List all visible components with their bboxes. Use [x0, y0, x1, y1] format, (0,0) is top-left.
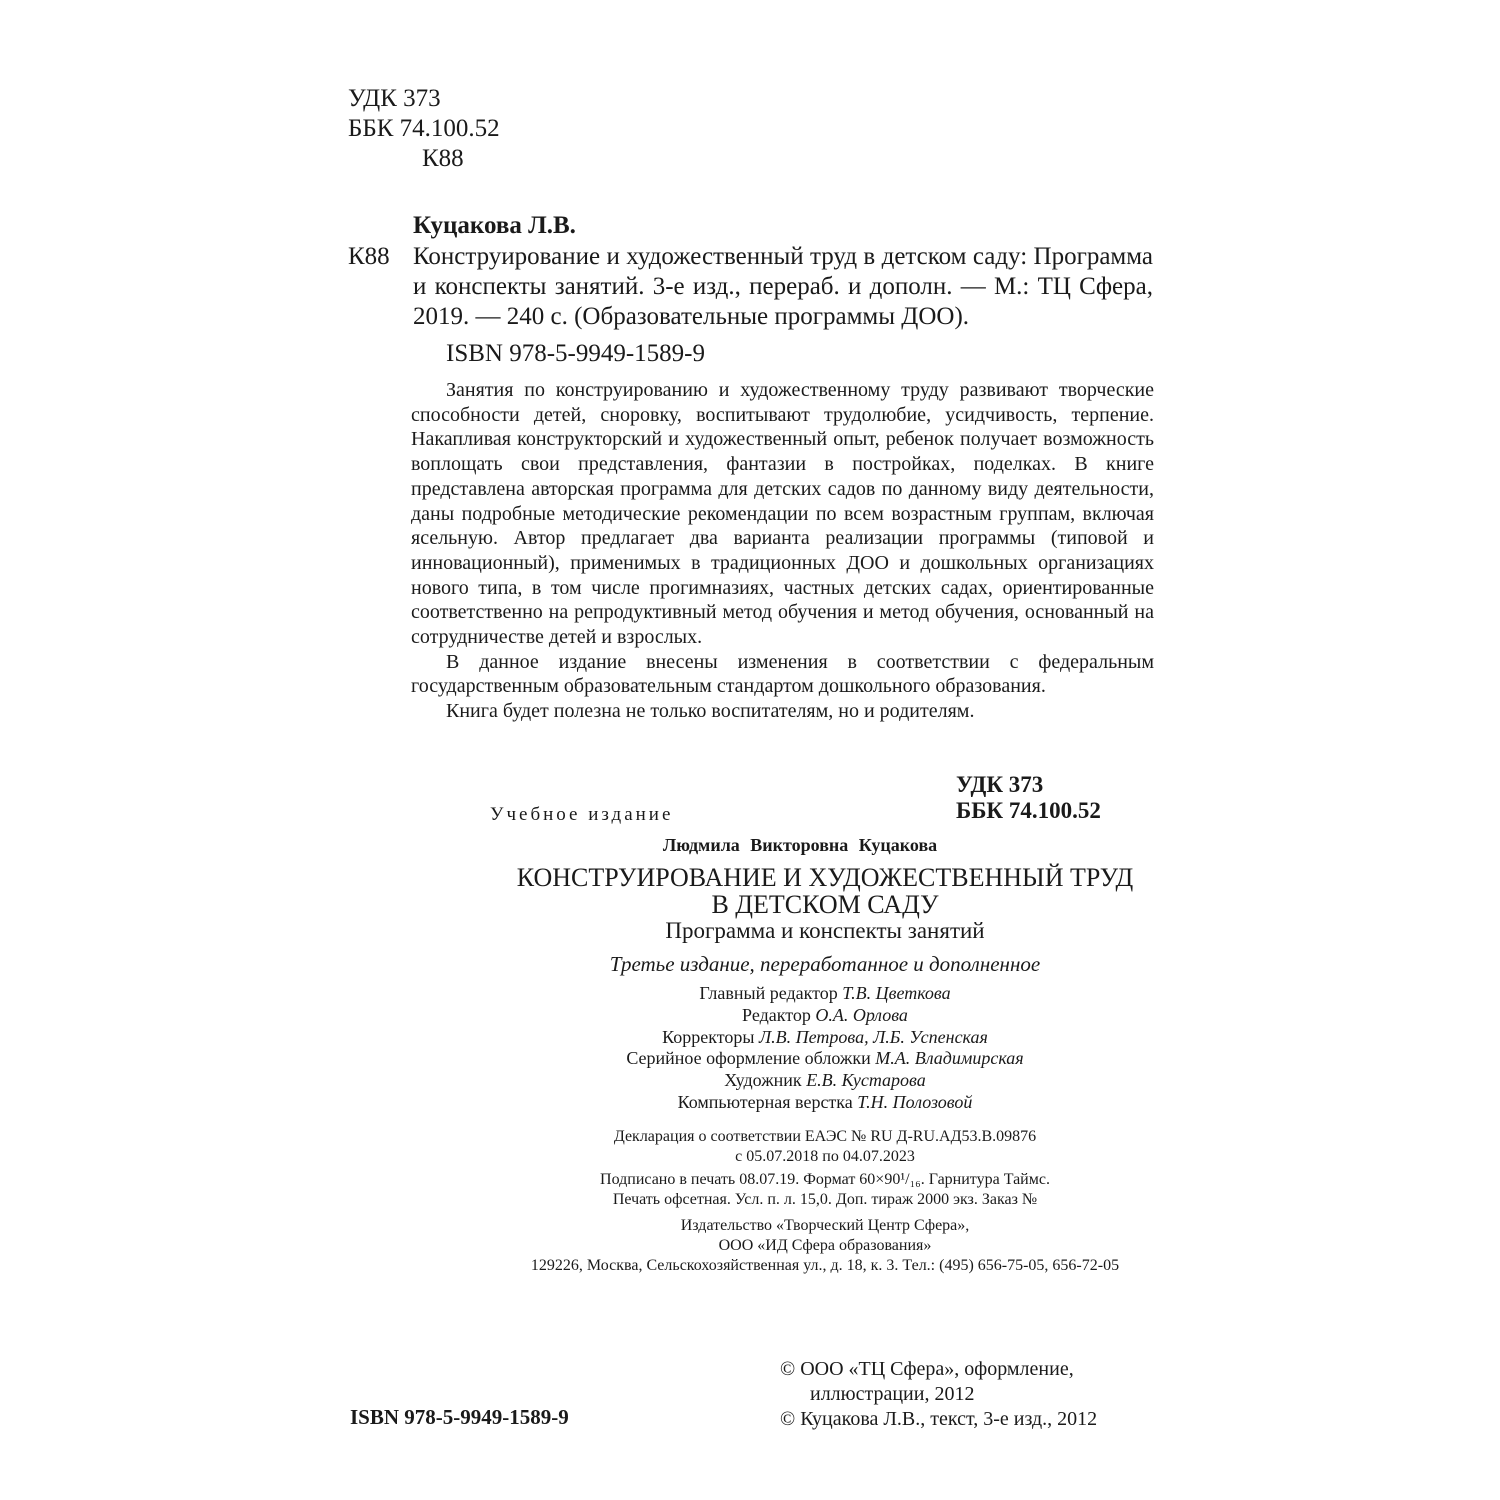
credit-role: Редактор	[742, 1004, 811, 1025]
abstract-paragraph: В данное издание внесены изменения в соответствии с федеральным государственным образовательным стандартом дошкольного образования.	[411, 650, 1154, 698]
declaration-line: с 05.07.2018 по 04.07.2023	[735, 1148, 915, 1165]
print-line: Печать офсетная. Усл. п. л. 15,0. Доп. тираж 2000 экз. Заказ №	[612, 1191, 1038, 1208]
abstract-paragraph: Занятия по конструированию и художественному труду развивают творческие способности детей, сноровку, воспитывают трудолюбие, усидчивость, терпение. Накапливая конструкторский и художественный опыт, ребенок получает возможность воплощать свои представления, фантазии в постройках, поделках. В книге представлена авторская программа для детских садов по данному виду деятельности, даны подробные методические рекомендации по всем возрастным группам, включая ясельную. Автор предлагает два варианта реализации программы (типовой и инновационный), применимых в традиционных ДОО и дошкольных организациях нового типа, в том числе прогимназиях, частных детских садах, ориентированные соответственно на репродуктивный метод обучения и метод обучения, основанный на сотрудничестве детей и взрослых.	[411, 379, 1154, 649]
credit-names: Т.Н. Полозовой	[857, 1091, 973, 1112]
credit-names: Т.В. Цветкова	[842, 983, 951, 1003]
credit-row	[300, 1005, 1350, 1027]
credit-role: Серийное оформление обложки	[626, 1048, 871, 1069]
copyright-notice	[780, 1357, 1097, 1432]
book-title-line: КОНСТРУИРОВАНИЕ И ХУДОЖЕСТВЕННЫЙ ТРУД	[516, 863, 1134, 892]
credit-names: Е.В. Кустарова	[806, 1070, 926, 1091]
book-title	[300, 864, 1350, 918]
credit-row	[300, 1027, 1350, 1049]
credit-row	[300, 983, 1350, 1005]
book-title-line: В ДЕТСКОМ САДУ	[711, 890, 939, 919]
copyright-line: © ООО «ТЦ Сфера», оформление,	[780, 1358, 1074, 1380]
edition-type: Учебное издание	[490, 804, 674, 825]
abstract	[411, 378, 1154, 724]
declaration	[300, 1127, 1350, 1167]
publisher-info	[300, 1216, 1350, 1276]
copyright-line: © Куцакова Л.В., текст, 3-е изд., 2012	[780, 1408, 1098, 1430]
author-code: К88	[348, 243, 390, 270]
credit-row	[300, 1048, 1350, 1070]
publisher-address: 129226, Москва, Сельскохозяйственная ул., д. 18, к. 3. Тел.: (495) 656-75-05, 656-72-05	[530, 1257, 1120, 1274]
author-heading: Куцакова Л.В.	[413, 212, 576, 239]
credit-role: Главный редактор	[699, 983, 838, 1003]
declaration-line: Декларация о соответствии ЕАЭС № RU Д-RU.АД53.В.09876	[613, 1128, 1037, 1145]
edition-note: Третье издание, переработанное и дополненное	[609, 952, 1041, 976]
bbk-code-top: ББК 74.100.52	[348, 115, 500, 142]
print-line: Подписано в печать 08.07.19. Формат 60×90¹/₁₆. Гарнитура Таймс.	[600, 1171, 1050, 1188]
bbk-code-bottom: ББК 74.100.52	[956, 798, 1101, 823]
credits-list	[300, 983, 1350, 1114]
credit-names: М.А. Владимирская	[875, 1048, 1024, 1069]
isbn: ISBN 978-5-9949-1589-9	[446, 340, 706, 367]
book-subtitle: Программа и конспекты занятий	[665, 918, 985, 943]
author-full-name: Людмила Викторовна Куцакова	[662, 835, 938, 855]
credit-role: Корректоры	[662, 1026, 755, 1047]
credit-role: Художник	[724, 1070, 802, 1091]
publisher-line: Издательство «Творческий Центр Сфера»,	[680, 1217, 970, 1234]
credit-names: Л.В. Петрова, Л.Б. Успенская	[758, 1026, 988, 1047]
credit-row	[300, 1092, 1350, 1114]
author-code-top: К88	[422, 145, 464, 172]
bibliographic-description: Конструирование и художественный труд в детском саду: Программа и конспекты занятий. 3-е изд., перераб. и дополн. — М.: ТЦ Сфера, 2019. — 240 с. (Образовательные программы ДОО).	[413, 243, 1153, 330]
credit-role: Компьютерная верстка	[677, 1091, 853, 1112]
publisher-line: ООО «ИД Сфера образования»	[718, 1237, 932, 1254]
isbn-bottom: ISBN 978-5-9949-1589-9	[350, 1405, 569, 1429]
udk-code-bottom: УДК 373	[956, 772, 1044, 797]
credit-names: О.А. Орлова	[815, 1004, 908, 1025]
udk-code-top: УДК 373	[348, 85, 441, 112]
print-details	[300, 1170, 1350, 1210]
abstract-paragraph: Книга будет полезна не только воспитателям, но и родителям.	[446, 700, 975, 723]
credit-row	[300, 1070, 1350, 1092]
copyright-line: иллюстрации, 2012	[810, 1383, 975, 1405]
